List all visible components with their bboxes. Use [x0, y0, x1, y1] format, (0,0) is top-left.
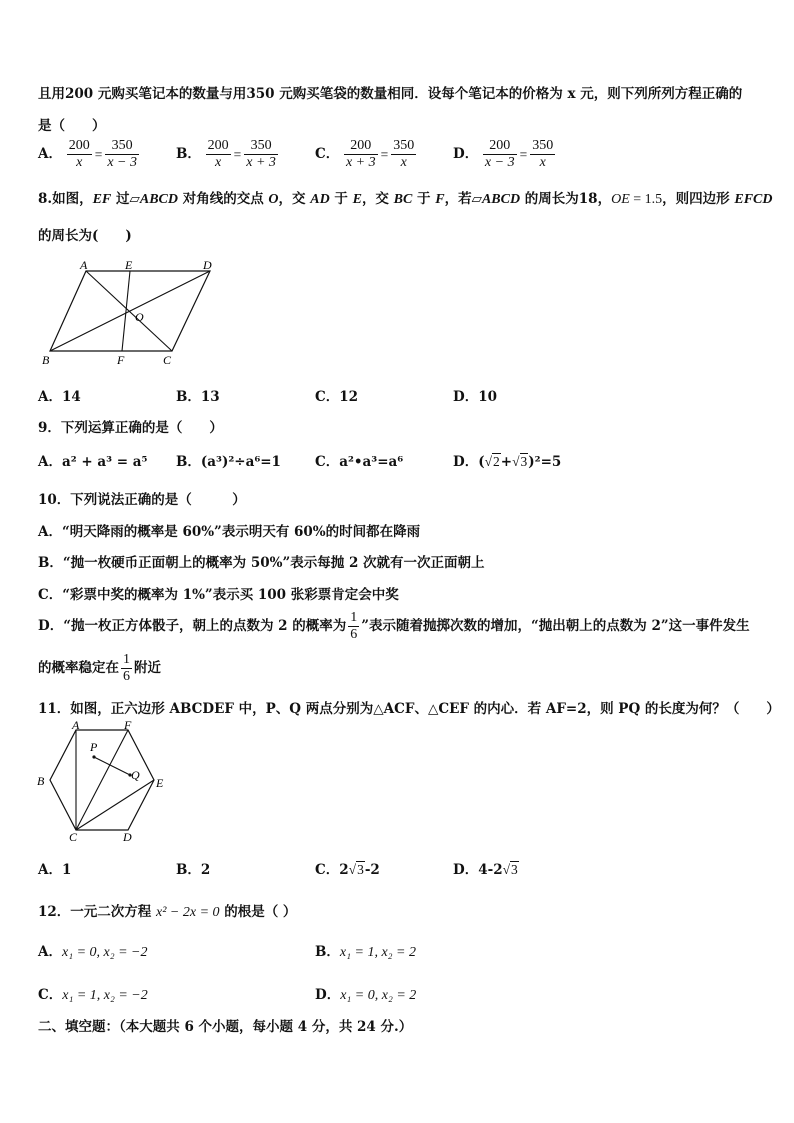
label-a: A — [72, 720, 80, 732]
q12-option-b[interactable]: B．x₁ = 1, x₂ = 2 — [315, 944, 416, 960]
q12-option-c[interactable]: C．x₁ = 1, x₂ = −2 — [38, 987, 148, 1003]
sqrt-3: √3 — [348, 862, 364, 877]
q8-option-d[interactable]: D．10 — [453, 389, 497, 405]
label-e: E — [125, 258, 133, 272]
q7-stem-line2: 是（ ） — [38, 118, 106, 134]
q12-stem: 12．一元二次方程 x² − 2x = 0 的根是（ ） — [38, 904, 297, 920]
label-b: B — [42, 353, 50, 367]
label-d: D — [123, 830, 132, 844]
q8-option-c[interactable]: C．12 — [315, 389, 359, 405]
label-f: F — [124, 720, 132, 732]
fraction-one-sixth: $\frac{1}{6}$ — [350, 610, 358, 642]
q7-stem-line1: 且用200 元购买笔记本的数量与用350 元购买笔袋的数量相同．设每个笔记本的价格为 x 元，则下列所列方程正确的 — [38, 86, 743, 102]
parallelogram-figure — [38, 258, 228, 370]
label-c: C — [69, 830, 78, 844]
q9-stem: 9．下列运算正确的是（ ） — [38, 420, 223, 436]
fraction: $\frac{350}{x + 3}$ — [246, 138, 276, 170]
q9-option-b[interactable]: B．(a³)²÷a⁶=1 — [176, 454, 281, 470]
q10-option-d-line2: 的概率稳定在 $\frac{1}{6}$ 附近 — [38, 652, 161, 684]
fraction-one-sixth: $\frac{1}{6}$ — [123, 652, 130, 684]
point-p — [92, 755, 95, 758]
label-a: A — [80, 258, 88, 272]
diagonal-bd — [50, 271, 210, 351]
q9-option-d[interactable]: D．(√2+√3)²=5 — [453, 454, 562, 470]
label-p: P — [90, 740, 98, 754]
label-d: D — [203, 258, 212, 272]
label-b: B — [37, 774, 45, 788]
q10-option-a[interactable]: A．“明天降雨的概率是 60%”表示明天有 60%的时间都在降雨 — [38, 524, 421, 540]
label-f: F — [117, 353, 125, 367]
q10-stem: 10．下列说法正确的是（ ） — [38, 492, 246, 508]
sqrt-3: √3 — [502, 862, 518, 877]
segment-ce — [76, 780, 154, 830]
hexagon-figure — [34, 720, 174, 845]
q11-option-c[interactable]: C．2√3-2 — [315, 862, 380, 878]
q7-option-d[interactable]: D． $\frac{200}{x - 3}$ = $\frac{350}{x}$ — [453, 138, 554, 170]
label-o: O — [135, 310, 144, 324]
fraction: $\frac{350}{x - 3}$ — [107, 138, 137, 170]
q10-option-d[interactable]: D．“抛一枚正方体骰子，朝上的点数为 2 的概率为 $\frac{1}{6}$ ”表示随着抛掷次数的增加，“抛出朝上的点数为 2”这一事件发生 — [38, 610, 750, 642]
q7-option-a[interactable]: A． $\frac{200}{x}$ = $\frac{350}{x - 3}$ — [38, 138, 137, 170]
label-c: C — [163, 353, 172, 367]
fraction: $\frac{350}{x}$ — [532, 138, 554, 170]
q8-option-a[interactable]: A．14 — [38, 389, 81, 405]
label-q: Q — [131, 768, 140, 782]
q10-option-c[interactable]: C．“彩票中奖的概率为 1%”表示买 100 张彩票肯定会中奖 — [38, 587, 399, 603]
q12-option-a[interactable]: A．x₁ = 0, x₂ = −2 — [38, 944, 148, 960]
q8-option-b[interactable]: B．13 — [176, 389, 220, 405]
q8-stem-line2: 的周长为( ) — [38, 228, 132, 244]
q12-option-d[interactable]: D．x₁ = 0, x₂ = 2 — [315, 987, 417, 1003]
q8-stem-line1: 8.如图，EF 过▱ABCD 对角线的交点 O，交 AD 于 E，交 BC 于 F，若▱ABCD 的周长为18，OE = 1.5，则四边形 EFCD — [38, 191, 773, 207]
fraction: $\frac{200}{x + 3}$ — [345, 138, 376, 170]
sqrt-3: √3 — [512, 454, 528, 469]
q7-option-b[interactable]: B． $\frac{200}{x}$ = $\frac{350}{x + 3}$ — [176, 138, 276, 170]
label-e: E — [156, 776, 164, 790]
q10-option-b[interactable]: B．“抛一枚硬币正面朝上的概率为 50%”表示每抛 2 次就有一次正面朝上 — [38, 555, 485, 571]
fraction: $\frac{200}{x}$ — [68, 138, 90, 170]
fraction: $\frac{200}{x}$ — [207, 138, 229, 170]
fraction: $\frac{350}{x}$ — [393, 138, 415, 170]
section-2-heading: 二、填空题：（本大题共 6 个小题，每小题 4 分，共 24 分.） — [38, 1019, 413, 1035]
q9-option-a[interactable]: A．a² + a³ = a⁵ — [38, 454, 148, 470]
q9-option-c[interactable]: C．a²•a³=a⁶ — [315, 454, 404, 470]
sqrt-2: √2 — [484, 454, 500, 469]
q11-option-d[interactable]: D．4-2√3 — [453, 862, 518, 878]
q11-option-a[interactable]: A．1 — [38, 862, 72, 878]
q11-option-b[interactable]: B．2 — [176, 862, 211, 878]
q11-stem: 11．如图，正六边形 ABCDEF 中，P、Q 两点分别为△ACF、△CEF 的内心．若 AF=2，则 PQ 的长度为何？（ ） — [38, 701, 780, 717]
segment-fc — [76, 730, 128, 830]
q7-option-c[interactable]: C． $\frac{200}{x + 3}$ = $\frac{350}{x}$ — [315, 138, 415, 170]
fraction: $\frac{200}{x - 3}$ — [484, 138, 515, 170]
